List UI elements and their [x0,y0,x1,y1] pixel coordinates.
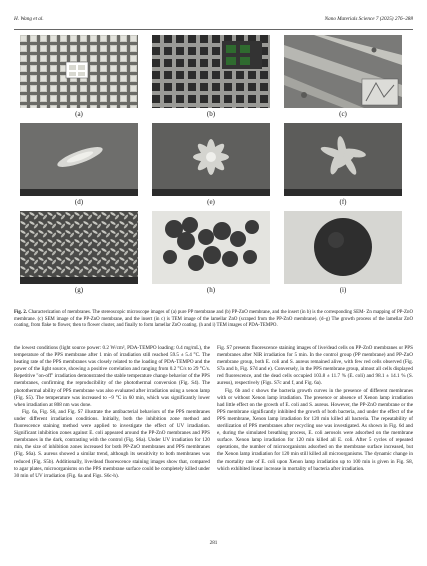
panel-h-image [152,211,270,284]
panel-i-image [284,211,402,284]
panel-e-image [152,123,270,196]
header-authors: H. Wang et al. [14,16,44,22]
left-column [14,345,210,480]
left-paragraph-1: the lowest conditions (light source power: 0.2 W/cm², PDA-TEMPO loading: 0.4 mg/mL), the temperature of the PPS membrane after 1 min of irradiation still reached 59.5 ± 5.4 °C. The heating rate of the PPS membranes was closely related to the loading of PDA-TEMPO and the power of the light source, showing a positive correlation and ranging from 0.2 °C/s to 29 °C/s. Repetitive "on-off" irradiation demonstrated the stable temperature change behavior of the PPS membranes, confirming the reproducibility of the photothermal conversion (Fig. S4). The photothermal ability of PPS membrane was also evaluated after irradiation using a xenon lamp (Fig. S5). The temperature was increased to ~9 °C in 60 min, which was significantly lower when irradiation at 808 nm was done. [14,345,210,408]
caption-label: Fig. 2. [14,310,27,315]
figure-2 [20,35,406,299]
header-rule [14,29,413,30]
running-header [14,16,413,26]
panel-i-label: (i) [339,286,347,294]
right-paragraph-2: Fig. 6b and c shows the bacteria growth curves in the presence of different membranes with or without Xenon lamp irradiation. The presence or absence of Xenon lamp irradiation had little effect on the growth of E. coli and S. aureus. However, the PP-ZnO membrane or the PPS membrane significantly inhibited the growth of both bacteria, and under the effect of the PPS membrane, Xenon lamp irradiation for 120 min killed all bacteria. The repeatability of sterilization of PPS membranes after recycling use was investigated. As shown in Fig. 6d and e, during the simulated breathing process, E. coli aerosols were adsorbed on the membrane surface. Xenon lamp irradiation for 120 min killed all E. coli. After 5 cycles of repeated operations, the number of microorganisms adsorbed on the membrane surface increased, but the Xenon lamp irradiation for 120 min still killed all microorganisms. The dynamic change in the mortality rate of E. coli upon Xenon lamp irradiation up to 100 min is given in Fig. S8, which exhibited linear increase in mortality of bacteria after irradiation. [217,387,413,472]
panel-d-label: (d) [74,198,84,206]
panel-b-label: (b) [206,110,216,118]
panel-c-label: (c) [339,110,347,118]
panel-f-image [284,123,402,196]
panel-d-image [20,123,138,196]
panel-c-image [284,35,402,108]
left-paragraph-2: Fig. 6a, Fig. S6, and Fig. S7 illustrate the antibacterial behaviors of the PPS membranes under different irradiation conditions. Initially, both the inhibition zone method and fluorescence staining method were applied to investigate the effect of UV irradiation. Significant inhibition zones against E. coli appeared around the PP-ZnO membranes and PPS membranes in the dark, contrasting with the control (Fig. S6a). Under UV irradiation for 120 min, the size of inhibition zones increased for both PP-ZnO membranes and PPS membranes (Fig. S6a). S. aureus showed a similar trend, although its sensitivity to both membranes was reduced (Fig. S5b). Additionally, live/dead fluorescence staining images show that, compared to agar plates, microorganisms on the PPS membrane surface could be completely killed under 30 min of UV irradiation (Fig. 6a and Figs. S6c-h). [14,408,210,479]
right-column [217,345,413,473]
panel-h-label: (h) [206,286,216,294]
figure-caption [14,310,413,330]
panel-g-image [20,211,138,284]
panel-a-label: (a) [75,110,83,118]
panel-a-image [20,35,138,108]
header-journal: Nano Materials Science 7 (2025) 276–288 [324,16,413,22]
caption-text: Characterization of membranes. The stereoscopic microscope images of (a) pure PP membrane and (b) PP-ZnO membrane, and the insert (in b) is the corresponding SEM- Zn mapping of PP-ZnO membrane. (c) SEM image of the PP-ZnO membrane, and the insert (in c) is TEM image of the lamellar ZnO (scraped from the PP-ZnO membrane). (d–g) The growth process of the lamellar ZnO coating, from flake to flower, then to flower cluster, and finally to form lamellar ZnO coating. (h and i) TEM images of PDA-TEMPO. [14,310,413,329]
page-number: 281 [209,540,218,546]
panel-e-label: (e) [207,198,215,206]
panel-b-image [152,35,270,108]
right-paragraph-1: Fig. S7 presents fluorescence staining images of live/dead cells on PP-ZnO membranes or PPS membranes after NIR irradiation for 5 min. In the control group (PP membrane) and PP-ZnO membrane group, both E. coli and S. aureus remained alive, with few red cells observed (Fig. S7a and b, Fig. S7d and e). Conversely, in the PPS membrane group, almost all cells displayed red fluorescence, and the dead cells occupied 103.8 ± 11.7 % (E. coli) and 98.1 ± 14.1 % (S. aureus), respectively (Figs. S7c and f, and Fig. 6a). [217,345,413,387]
panel-g-label: (g) [74,286,84,294]
panel-f-label: (f) [339,198,347,206]
